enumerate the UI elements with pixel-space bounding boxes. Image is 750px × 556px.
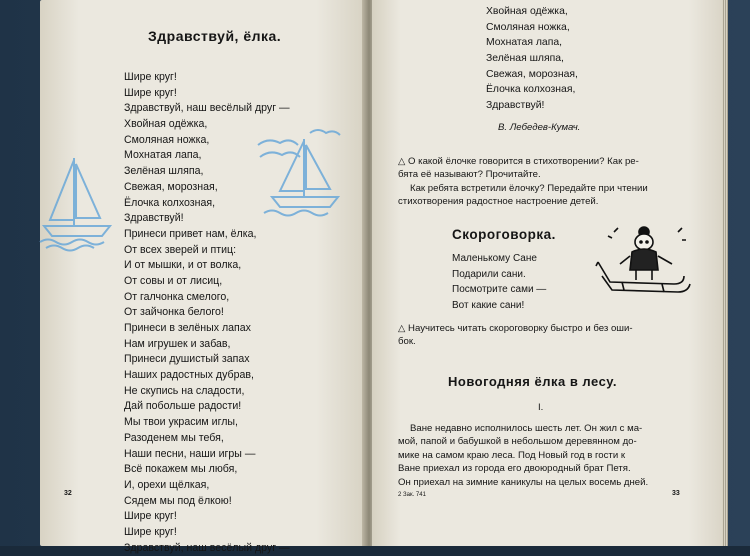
story-line: мой, папой и бабушкой в небольшом деревянном до- [398,436,637,448]
question-1-line-1: △ О какой ёлочке говорится в стихотворении? Как ре- [398,156,639,167]
question-2-line-2: стихотворения радостное настроение детей. [398,196,599,208]
poem-line: Мохнатая лапа, [486,37,562,49]
poem-author: В. Лебедев-Кумач. [498,122,581,133]
poem-line: От совы и от лисиц, [124,274,223,287]
story-line: Ване недавно исполнилось шесть лет. Он жил с ма- [410,423,643,434]
poem-line: Нам игрушек и забав, [124,337,231,350]
poem-line: Хвойная одёжка, [124,118,208,131]
poem-line: Ёлочка колхозная, [124,196,216,209]
tongue-twister-title: Скороговорка. [452,227,556,242]
story-line: Он приехал на зимние каникулы на целых восемь дней. [398,476,649,488]
footer-mark: 2 Зак. 741 [398,492,426,498]
poem-line: Принеси в зелёных лапах [124,322,251,334]
page-number-right: 33 [672,490,680,497]
poem-line: Смоляная ножка, [486,21,570,33]
poem-line: Здравствуй, наш весёлый друг — [124,102,290,115]
poem-line: Шире круг! [124,86,177,99]
poem-line: Ёлочка колхозная, [486,84,576,96]
poem-line: Мы твои украсим иглы, [124,416,238,429]
task-line-1: △ Научитесь читать скороговорку быстро и без оши- [398,323,633,334]
poem-title: Здравствуй, ёлка. [148,28,282,44]
poem-line: Смоляная ножка, [124,133,210,146]
poem-line: Свежая, морозная, [486,68,578,80]
poem-line: Дай побольше радости! [124,400,242,413]
poem-line: Здравствуй! [124,212,184,225]
question-2-line-1: Как ребята встретили ёлочку? Передайте при чтении [410,182,648,194]
tongue-twister-text [452,251,546,314]
page-edges [722,0,728,546]
poem-line: Зелёная шляпа, [124,165,204,178]
poem-line: Принеси привет нам, ёлка, [124,227,257,240]
sailboat-drawing-left [40,150,120,250]
poem-line: Мохнатая лапа, [124,149,202,162]
chapter-number: I. [538,402,544,413]
tongue-twister-line: Подарили сани. [452,268,526,280]
left-page [40,0,365,554]
poem-continuation [486,5,578,115]
poem-line: От зайчонка белого! [124,306,224,319]
poem-line: Не скупись на сладости, [124,384,245,397]
poem-line: И от мышки, и от волка, [124,259,242,272]
poem-line: И, орехи щёлкая, [124,478,210,491]
story-title: Новогодняя ёлка в лесу. [448,374,618,389]
poem-line: Наши песни, наши игры — [124,447,256,460]
poem-line: Наших радостных дубрав, [124,369,254,382]
right-page [372,0,724,546]
poem-line: Зелёная шляпа, [486,53,564,65]
poem-line: От галчонка смелого, [124,290,230,303]
poem-line: Шире круг! [124,71,177,83]
story-line: Ване приехал из города его двоюродный брат Петя. [398,463,631,475]
poem-line: Шире круг! [124,525,177,538]
poem-line: Шире круг! [124,510,177,523]
page-number-left: 32 [64,490,72,497]
poem-line: От всех зверей и птиц: [124,243,237,256]
tongue-twister-line: Посмотрите сами — [452,284,547,296]
tongue-twister-line: Вот какие сани! [452,300,525,312]
poem-line: Здравствуй! [486,100,545,112]
question-block [398,155,714,209]
question-1-line-2: бята её называют? Прочитайте. [398,169,541,181]
child-on-sled-illustration [592,222,702,302]
story-text [398,422,716,489]
poem-line: Всё покажем мы любя, [124,463,238,476]
poem-line: Хвойная одёжка, [486,6,568,17]
sailboat-drawing-right [250,125,350,225]
task-block [398,322,714,349]
poem-line: Сядем мы под ёлкою! [124,494,232,507]
poem-line: Свежая, морозная, [124,180,218,193]
story-line: мике на самом краю леса. Под Новый год в гости к [398,449,626,461]
poem-line: Разоденем мы тебя, [124,431,224,444]
tongue-twister-line: Маленькому Сане [452,253,537,264]
task-line-2: бок. [398,336,416,348]
poem-line: Здравствуй, наш весёлый друг — [124,541,290,554]
poem-line: Принеси душистый запах [124,353,250,366]
